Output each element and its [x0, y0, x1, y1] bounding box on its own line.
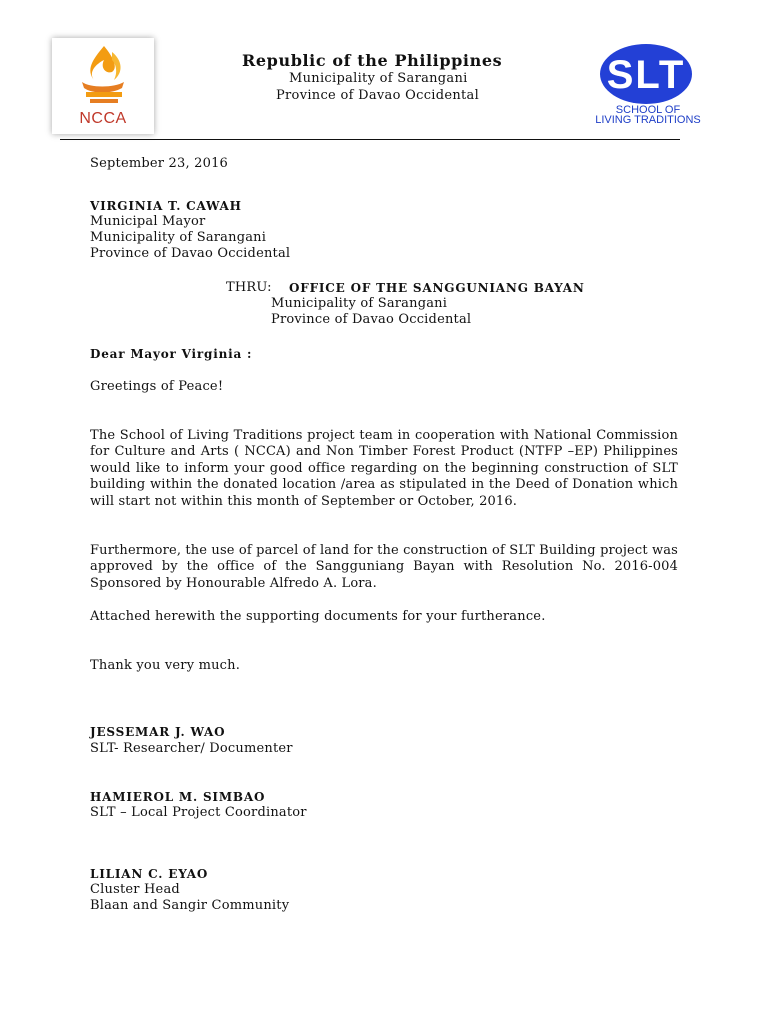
header-title: Republic of the Philippines [242, 51, 503, 70]
header-divider [60, 139, 680, 140]
slt-emblem-icon [578, 30, 718, 106]
thru-label: THRU: [226, 280, 272, 295]
slt-logo-line2: LIVING TRADITIONS [595, 114, 701, 126]
letter-date: September 23, 2016 [90, 156, 229, 171]
signatory-1-role: SLT- Researcher/ Documenter [90, 741, 293, 756]
body-paragraph-3: Attached herewith the supporting documents for your furtherance. [90, 609, 546, 624]
signatory-3-name: LILIAN C. EYAO [90, 867, 209, 881]
signatory-2-role: SLT – Local Project Coordinator [90, 805, 307, 820]
ncca-logo [52, 38, 154, 134]
closing: Thank you very much. [90, 658, 241, 673]
thru-office: OFFICE OF THE SANGGUNIANG BAYAN [289, 281, 585, 295]
body-paragraph-2: Furthermore, the use of parcel of land for the construction of SLT Building project was approved by the office of the Sangguniang Bayan with Resolution No. 2016-004 Sponsored by Honourable Alfredo A. Lora. [90, 543, 678, 591]
recipient-municipality: Municipality of Sarangani [90, 230, 267, 245]
flame-icon [52, 38, 154, 110]
ncca-logo-text: NCCA [79, 110, 127, 127]
signatory-2-name: HAMIEROL M. SIMBAO [90, 790, 266, 804]
body-paragraph-1: The School of Living Traditions project team in cooperation with National Commission for Culture and Arts ( NCCA) and Non Timber Forest Product (NTFP –EP) Philippines would like to inform your good office regarding on the beginning construction of SLT building within the donated location /area as stipulated in the Deed of Donation which will start not within this month of September or October, 2016. [90, 428, 678, 509]
slt-logo-letters: SLT [606, 53, 686, 97]
slt-logo [578, 30, 718, 130]
signatory-1-name: JESSEMAR J. WAO [90, 725, 226, 739]
thru-municipality: Municipality of Sarangani [271, 296, 448, 311]
recipient-name: VIRGINIA T. CAWAH [90, 199, 242, 213]
signatory-3-role-2: Blaan and Sangir Community [90, 898, 290, 913]
recipient-province: Province of Davao Occidental [90, 246, 291, 261]
signatory-3-role: Cluster Head [90, 882, 180, 897]
recipient-title: Municipal Mayor [90, 214, 206, 229]
thru-province: Province of Davao Occidental [271, 312, 472, 327]
header-municipality: Municipality of Sarangani [289, 71, 468, 86]
header-province: Province of Davao Occidental [276, 88, 480, 103]
greeting: Greetings of Peace! [90, 379, 224, 394]
salutation: Dear Mayor Virginia : [90, 347, 253, 361]
slt-logo-line1: SCHOOL OF [615, 104, 681, 116]
